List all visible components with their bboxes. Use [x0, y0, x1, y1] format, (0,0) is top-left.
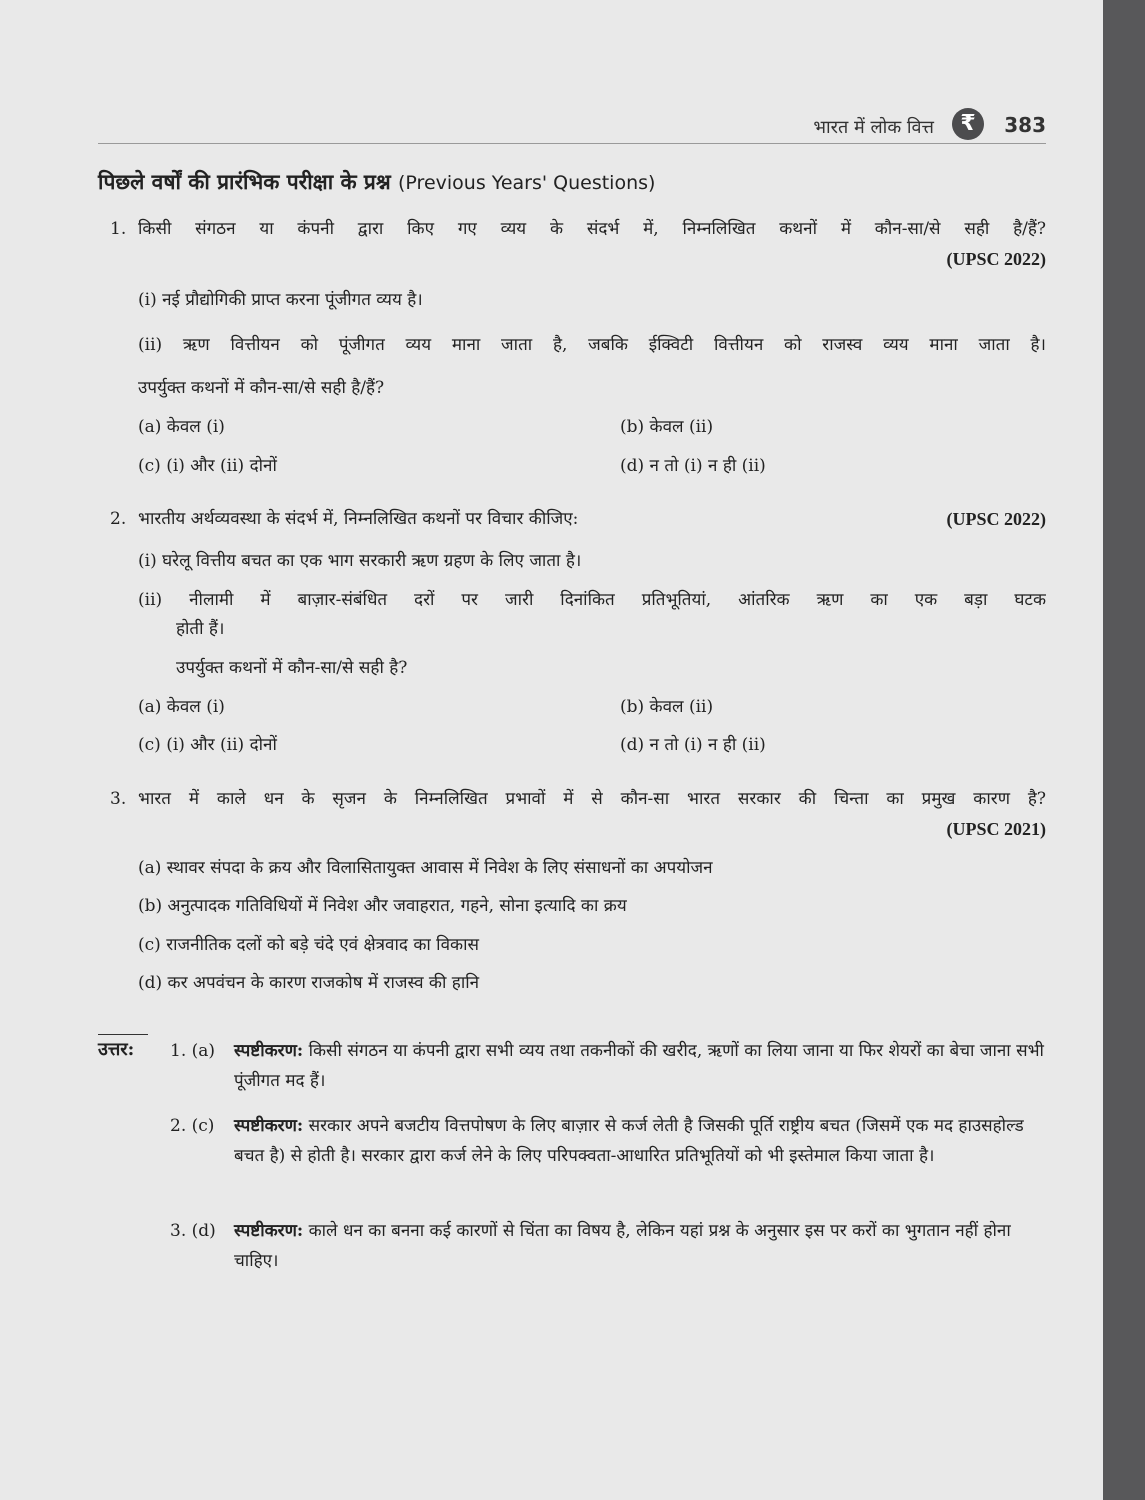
question-2-tag: (UPSC 2022)	[946, 509, 1046, 529]
question-2-text: भारतीय अर्थव्यवस्था के संदर्भ में, निम्नलिखित कथनों पर विचार कीजिए:	[138, 509, 579, 529]
rupee-icon: ₹	[952, 108, 984, 140]
page-number: 383	[1004, 113, 1046, 137]
answer-3	[234, 1216, 1046, 1276]
answer-2-text: सरकार अपने बजटीय वित्तपोषण के लिए बाज़ार से कर्ज लेती है जिसकी पूर्ति राष्ट्रीय बचत (जिसमें एक मद हाउसहोल्ड बचत है) से होती है। सरकार द्वारा कर्ज लेने के लिए परिपक्वता-आधारित प्रतिभूतियों को भी इस्तेमाल किया जाता है।	[234, 1116, 1024, 1166]
question-2-option-c: (c) (i) और (ii) दोनों	[138, 735, 277, 755]
question-1-text: किसी संगठन या कंपनी द्वारा किए गए व्यय के संदर्भ में, निम्नलिखित कथनों में कौन-सा/से सही है/हैं?	[138, 219, 1046, 239]
question-1-tag: (UPSC 2022)	[946, 249, 1046, 269]
section-title-english: (Previous Years' Questions)	[398, 172, 656, 194]
answer-label: उत्तर:	[98, 1039, 135, 1060]
answer-1-key: 1. (a)	[170, 1041, 216, 1061]
header-rule	[98, 143, 1046, 144]
question-3-option-a: (a) स्थावर संपदा के क्रय और विलासितायुक्त आवास में निवेश के लिए संसाधनों का अपयोजन	[138, 858, 713, 878]
question-2-statement-2: (ii) नीलामी में बाज़ार-संबंधित दरों पर जारी दिनांकित प्रतिभूतियां, आंतरिक ऋण का एक बड़ा घटक	[138, 590, 1046, 610]
answer-2-explain-label: स्पष्टीकरण:	[234, 1116, 304, 1136]
answer-label-underline	[98, 1034, 148, 1035]
answer-1	[234, 1036, 1046, 1096]
answer-3-explain-label: स्पष्टीकरण:	[234, 1221, 304, 1241]
answer-1-text: किसी संगठन या कंपनी द्वारा सभी व्यय तथा तकनीकों की खरीद, ऋणों का लिया जाना या फिर शेयरों का बेचा जाना सभी पूंजीगत मद हैं।	[234, 1041, 1044, 1091]
question-2-prompt: उपर्युक्त कथनों में कौन-सा/से सही है?	[176, 658, 408, 678]
question-3-option-d: (d) कर अपवंचन के कारण राजकोष में राजस्व की हानि	[138, 973, 480, 993]
question-3-option-c: (c) राजनीतिक दलों को बड़े चंदे एवं क्षेत्रवाद का विकास	[138, 935, 479, 955]
question-1-option-a: (a) केवल (i)	[138, 417, 225, 437]
question-1-statement-2: (ii) ऋण वित्तीयन को पूंजीगत व्यय माना जाता है, जबकि ईक्विटी वित्तीयन को राजस्व व्यय माना जाता है।	[138, 335, 1046, 355]
answer-3-text: काले धन का बनना कई कारणों से चिंता का विषय है, लेकिन यहां प्रश्न के अनुसार इस पर करों का भुगतान नहीं होना चाहिए।	[234, 1221, 1011, 1271]
question-2-statement-2-cont: होती हैं।	[176, 619, 225, 639]
section-title-hindi: पिछले वर्षों की प्रारंभिक परीक्षा के प्रश्न	[98, 169, 391, 194]
answer-2	[234, 1111, 1046, 1171]
question-2-statement-1: (i) घरेलू वित्तीय बचत का एक भाग सरकारी ऋण ग्रहण के लिए जाता है।	[138, 551, 582, 571]
running-title: भारत में लोक वित्त	[813, 117, 934, 138]
question-1-number: 1.	[110, 219, 127, 239]
question-2-option-a: (a) केवल (i)	[138, 697, 225, 717]
running-header	[560, 108, 1046, 144]
question-1-prompt: उपर्युक्त कथनों में कौन-सा/से सही है/हैं?	[138, 378, 385, 398]
question-2-number: 2.	[110, 509, 127, 529]
answer-2-key: 2. (c)	[170, 1116, 215, 1136]
question-1-statement-1: (i) नई प्रौद्योगिकी प्राप्त करना पूंजीगत व्यय है।	[138, 290, 423, 310]
question-2-option-b: (b) केवल (ii)	[620, 697, 714, 717]
question-1-option-d: (d) न तो (i) न ही (ii)	[620, 456, 766, 476]
question-3-text: भारत में काले धन के सृजन के निम्नलिखित प्रभावों में से कौन-सा भारत सरकार की चिन्ता का प्रमुख कारण है?	[138, 789, 1046, 809]
question-1-option-c: (c) (i) और (ii) दोनों	[138, 456, 277, 476]
question-1-option-b: (b) केवल (ii)	[620, 417, 714, 437]
question-2-option-d: (d) न तो (i) न ही (ii)	[620, 735, 766, 755]
answer-1-explain-label: स्पष्टीकरण:	[234, 1041, 304, 1061]
answer-3-key: 3. (d)	[170, 1221, 216, 1241]
question-3-number: 3.	[110, 789, 127, 809]
question-3-option-b: (b) अनुत्पादक गतिविधियों में निवेश और जवाहरात, गहने, सोना इत्यादि का क्रय	[138, 896, 627, 916]
question-3-tag: (UPSC 2021)	[946, 819, 1046, 839]
page-edge-band	[1103, 0, 1145, 1500]
section-title	[98, 168, 655, 196]
